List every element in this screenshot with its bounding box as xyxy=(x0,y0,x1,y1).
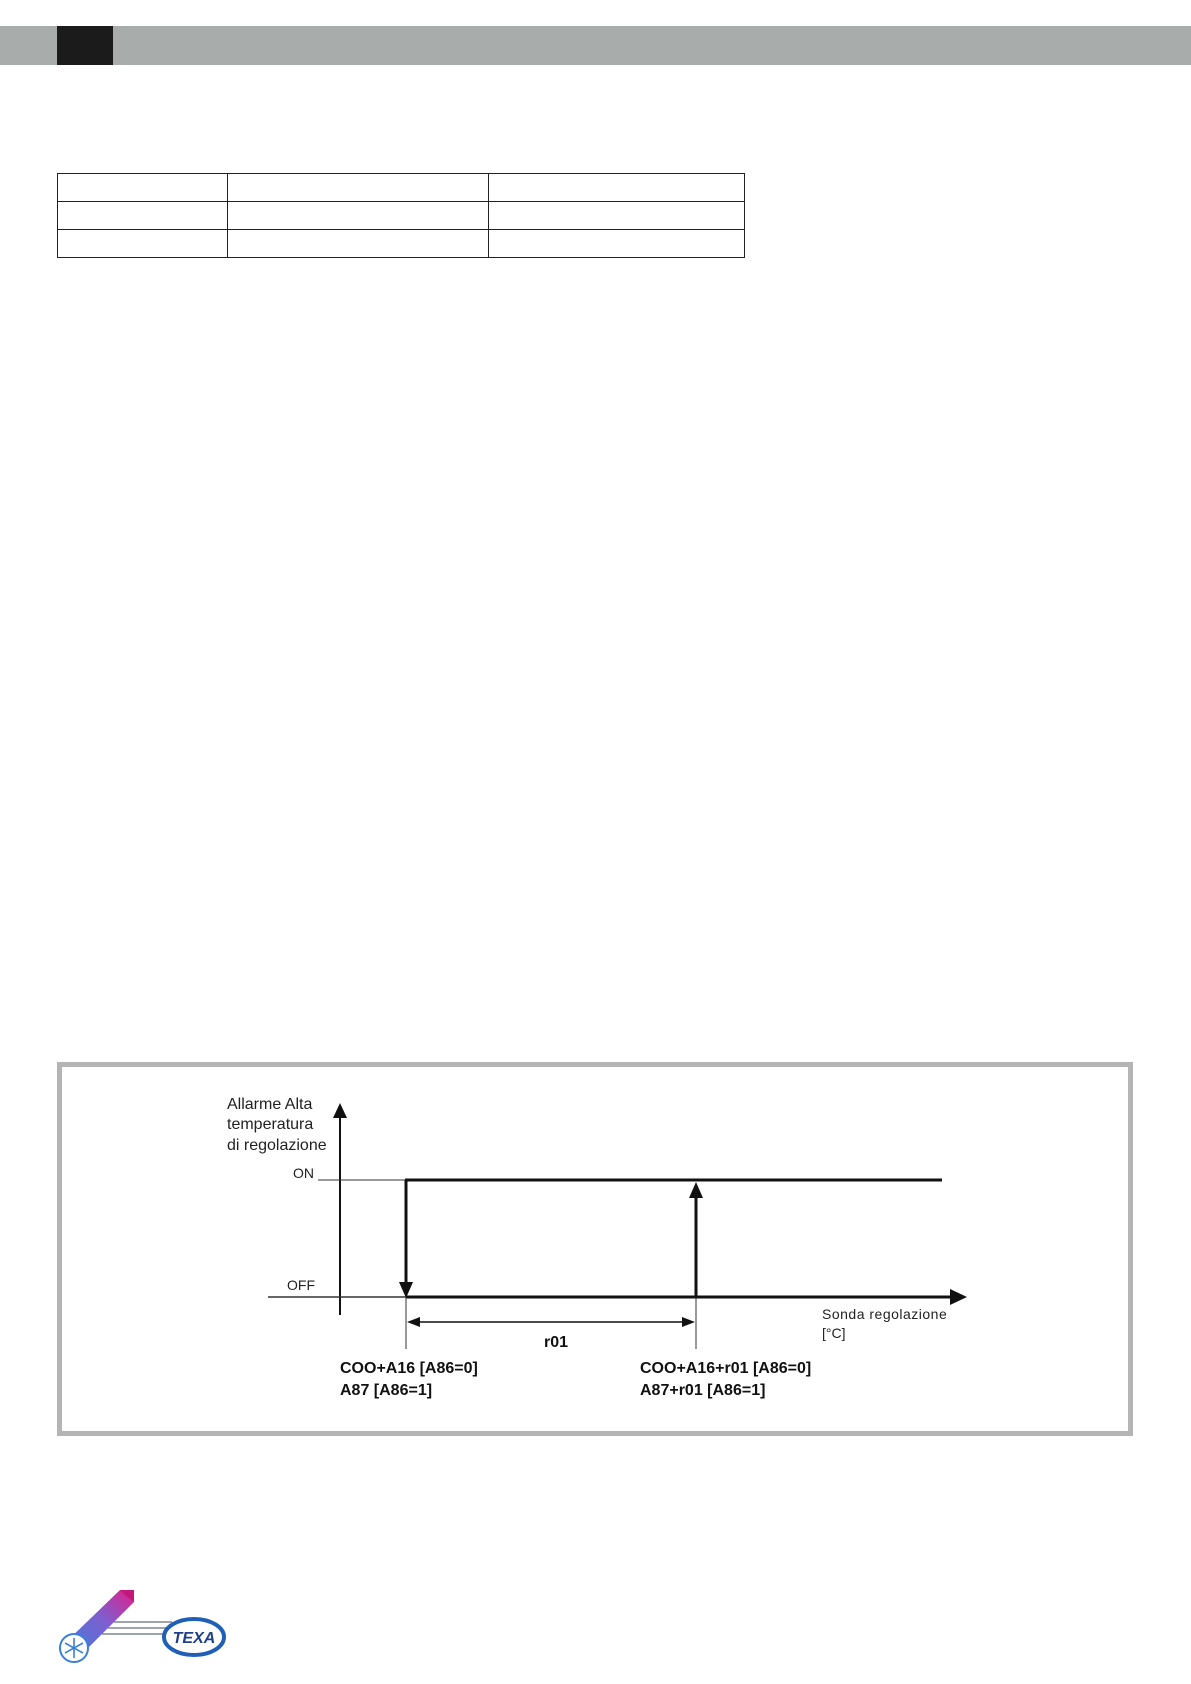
off-level-label: OFF xyxy=(287,1277,315,1293)
y-axis-label-line-2: temperatura xyxy=(227,1116,314,1133)
hysteresis-label: r01 xyxy=(544,1334,569,1351)
table-cell xyxy=(58,202,228,230)
parameter-table xyxy=(57,173,745,258)
x-axis-arrowhead xyxy=(950,1289,967,1305)
left-threshold-formula-2: A87 [A86=1] xyxy=(340,1382,433,1399)
table-row xyxy=(58,202,745,230)
table-row xyxy=(58,174,745,202)
hysteresis-arrow-right xyxy=(682,1317,695,1327)
table-cell xyxy=(489,202,745,230)
x-axis-label-line-1: Sonda regolazione xyxy=(822,1306,948,1322)
logo-brand-text: TEXA xyxy=(172,1630,216,1647)
texa-logo xyxy=(52,1586,232,1671)
hysteresis-diagram-svg xyxy=(62,1067,1128,1431)
high-temperature-alarm-diagram xyxy=(57,1062,1133,1436)
table-row xyxy=(58,230,745,258)
y-axis-label-line-3: di regolazione xyxy=(227,1137,327,1154)
table-cell xyxy=(228,174,489,202)
table-cell xyxy=(489,174,745,202)
hysteresis-arrow-left xyxy=(407,1317,420,1327)
logo-speed-lines xyxy=(102,1622,172,1634)
switch-on-arrowhead xyxy=(689,1182,703,1198)
texa-logo-mark xyxy=(52,1586,232,1666)
y-axis-label-line-1: Allarme Alta xyxy=(227,1096,313,1113)
on-level-label: ON xyxy=(293,1165,314,1181)
table-cell xyxy=(228,202,489,230)
y-axis-arrowhead xyxy=(333,1103,347,1118)
header-page-marker xyxy=(57,26,113,65)
x-axis-label-line-2: [°C] xyxy=(822,1325,846,1341)
table-cell xyxy=(228,230,489,258)
left-threshold-formula-1: COO+A16 [A86=0] xyxy=(340,1360,478,1377)
header-band xyxy=(0,26,1191,65)
table-cell xyxy=(58,230,228,258)
table-cell xyxy=(489,230,745,258)
right-threshold-formula-2: A87+r01 [A86=1] xyxy=(640,1382,766,1399)
table-cell xyxy=(58,174,228,202)
right-threshold-formula-1: COO+A16+r01 [A86=0] xyxy=(640,1360,812,1377)
